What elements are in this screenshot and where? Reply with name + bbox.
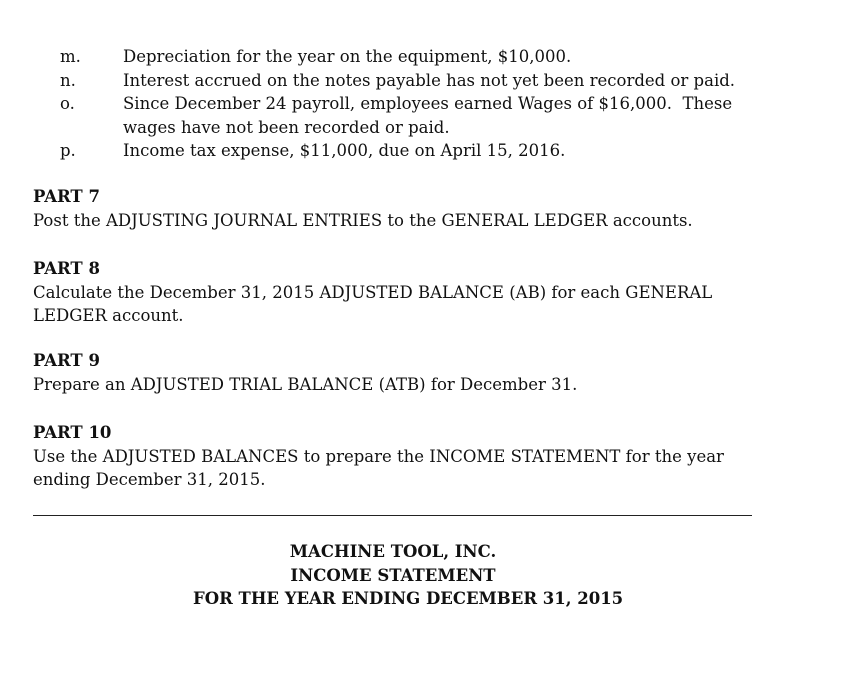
income-statement-header: [193, 540, 624, 611]
part-description: Prepare an ADJUSTED TRIAL BALANCE (ATB) for December 31.: [33, 374, 578, 394]
statement-title: INCOME STATEMENT: [290, 565, 496, 585]
part-8-section: [33, 257, 753, 328]
adjustment-text: Income tax expense, $11,000, due on April 15, 2016.: [123, 141, 566, 160]
part-7-section: [33, 185, 753, 232]
adjustment-letter: p.: [60, 141, 76, 160]
company-name: MACHINE TOOL, INC.: [289, 542, 497, 561]
part-title: PART 7: [33, 187, 100, 206]
adjustment-list: [60, 45, 760, 163]
horizontal-divider: [33, 515, 752, 516]
part-description: Use the ADJUSTED BALANCES to prepare the INCOME STATEMENT for the year ending December 31, 2015.: [33, 446, 724, 489]
adjustment-item: [60, 139, 760, 163]
adjustment-item: [60, 69, 760, 93]
part-10-section: [33, 421, 753, 492]
adjustment-text: Since December 24 payroll, employees earned Wages of $16,000. These wages have not been recorded or paid.: [123, 94, 738, 137]
adjustment-letter: n.: [60, 70, 76, 90]
part-title: PART 8: [33, 259, 100, 278]
part-title: PART 9: [33, 351, 100, 370]
adjustment-letter: m.: [60, 47, 81, 66]
part-description: Post the ADJUSTING JOURNAL ENTRIES to the GENERAL LEDGER accounts.: [33, 210, 693, 230]
part-title: PART 10: [33, 423, 112, 442]
adjustment-item: [60, 45, 760, 69]
adjustment-text: Depreciation for the year on the equipment, $10,000.: [123, 47, 572, 66]
part-description: Calculate the December 31, 2015 ADJUSTED BALANCE (AB) for each GENERAL LEDGER account.: [33, 282, 713, 325]
adjustment-letter: o.: [60, 94, 75, 113]
adjustment-text: Interest accrued on the notes payable has not yet been recorded or paid.: [123, 70, 736, 90]
adjustment-item: [60, 92, 760, 139]
part-9-section: [33, 349, 753, 396]
statement-period: FOR THE YEAR ENDING DECEMBER 31, 2015: [193, 589, 624, 608]
